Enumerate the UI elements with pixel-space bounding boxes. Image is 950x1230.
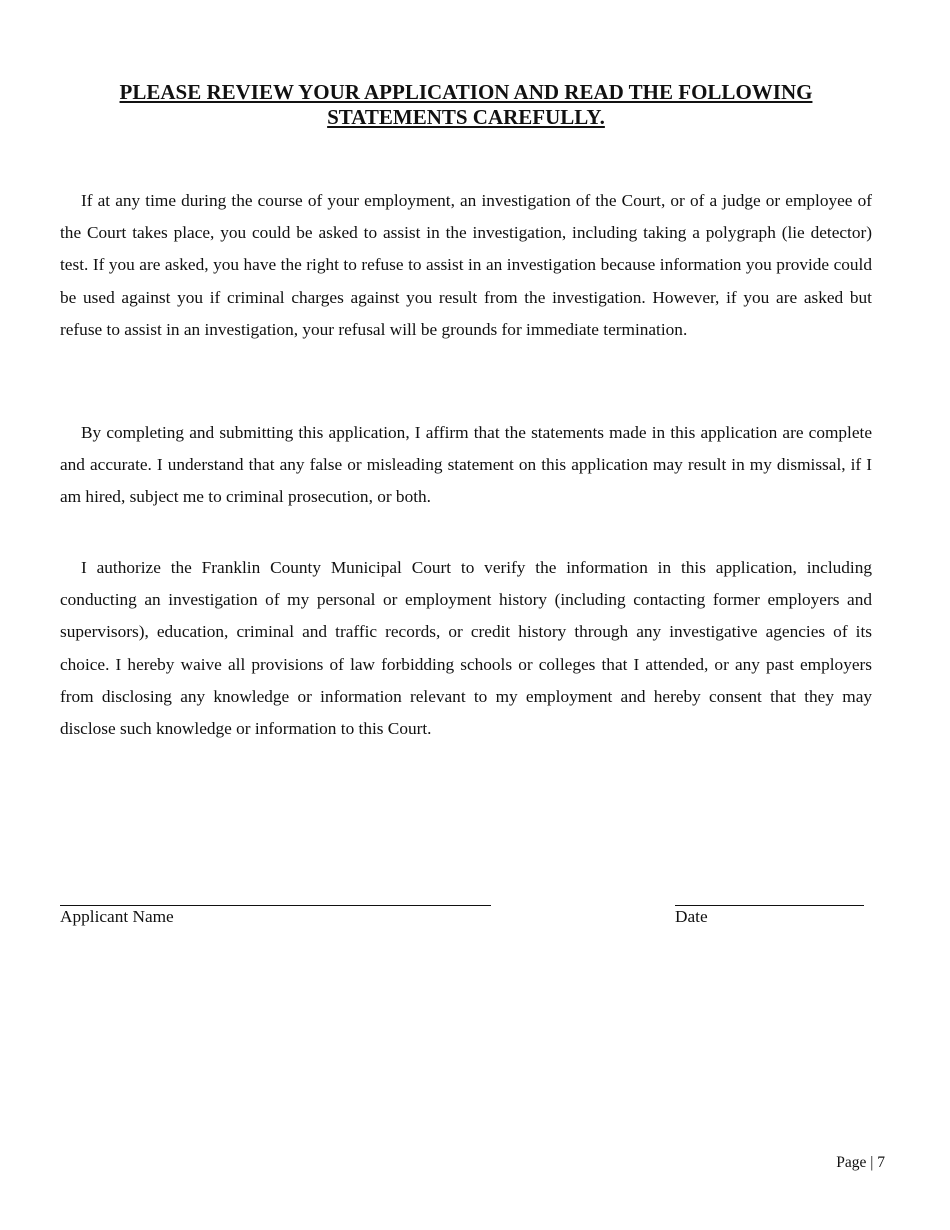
applicant-name-label: Applicant Name <box>60 907 174 926</box>
date-label: Date <box>675 907 708 926</box>
page-heading: PLEASE REVIEW YOUR APPLICATION AND READ THE FOLLOWING STATEMENTS CAREFULLY. <box>119 80 813 129</box>
page-number: Page | 7 <box>836 1154 885 1171</box>
paragraph-investigation: If at any time during the course of your employment, an investigation of the Court, or of a judge or employee of the Court takes place, you could be asked to assist in the investigation, including taking a polygraph (lie detector) test. If you are asked, you have the right to refuse to assist in an investigation because information you provide could be used against you if criminal charges against you result from the investigation. However, if you are asked but refuse to assist in an investigation, your refusal will be grounds for immediate termination. <box>60 191 872 339</box>
paragraph-authorization: I authorize the Franklin County Municipal Court to verify the information in this application, including conducting an investigation of my personal or employment history (including contacting former employers and supervisors), education, criminal and traffic records, or credit history through any investigative agencies of its choice. I hereby waive all provisions of law forbidding schools or colleges that I attended, or any past employers from disclosing any knowledge or information relevant to my employment and hereby consent that they may disclose such knowledge or information to this Court. <box>60 558 872 739</box>
paragraph-affirmation: By completing and submitting this application, I affirm that the statements made in this application are complete and accurate. I understand that any false or misleading statement on this application may result in my dismissal, if I am hired, subject me to criminal prosecution, or both. <box>60 423 872 507</box>
